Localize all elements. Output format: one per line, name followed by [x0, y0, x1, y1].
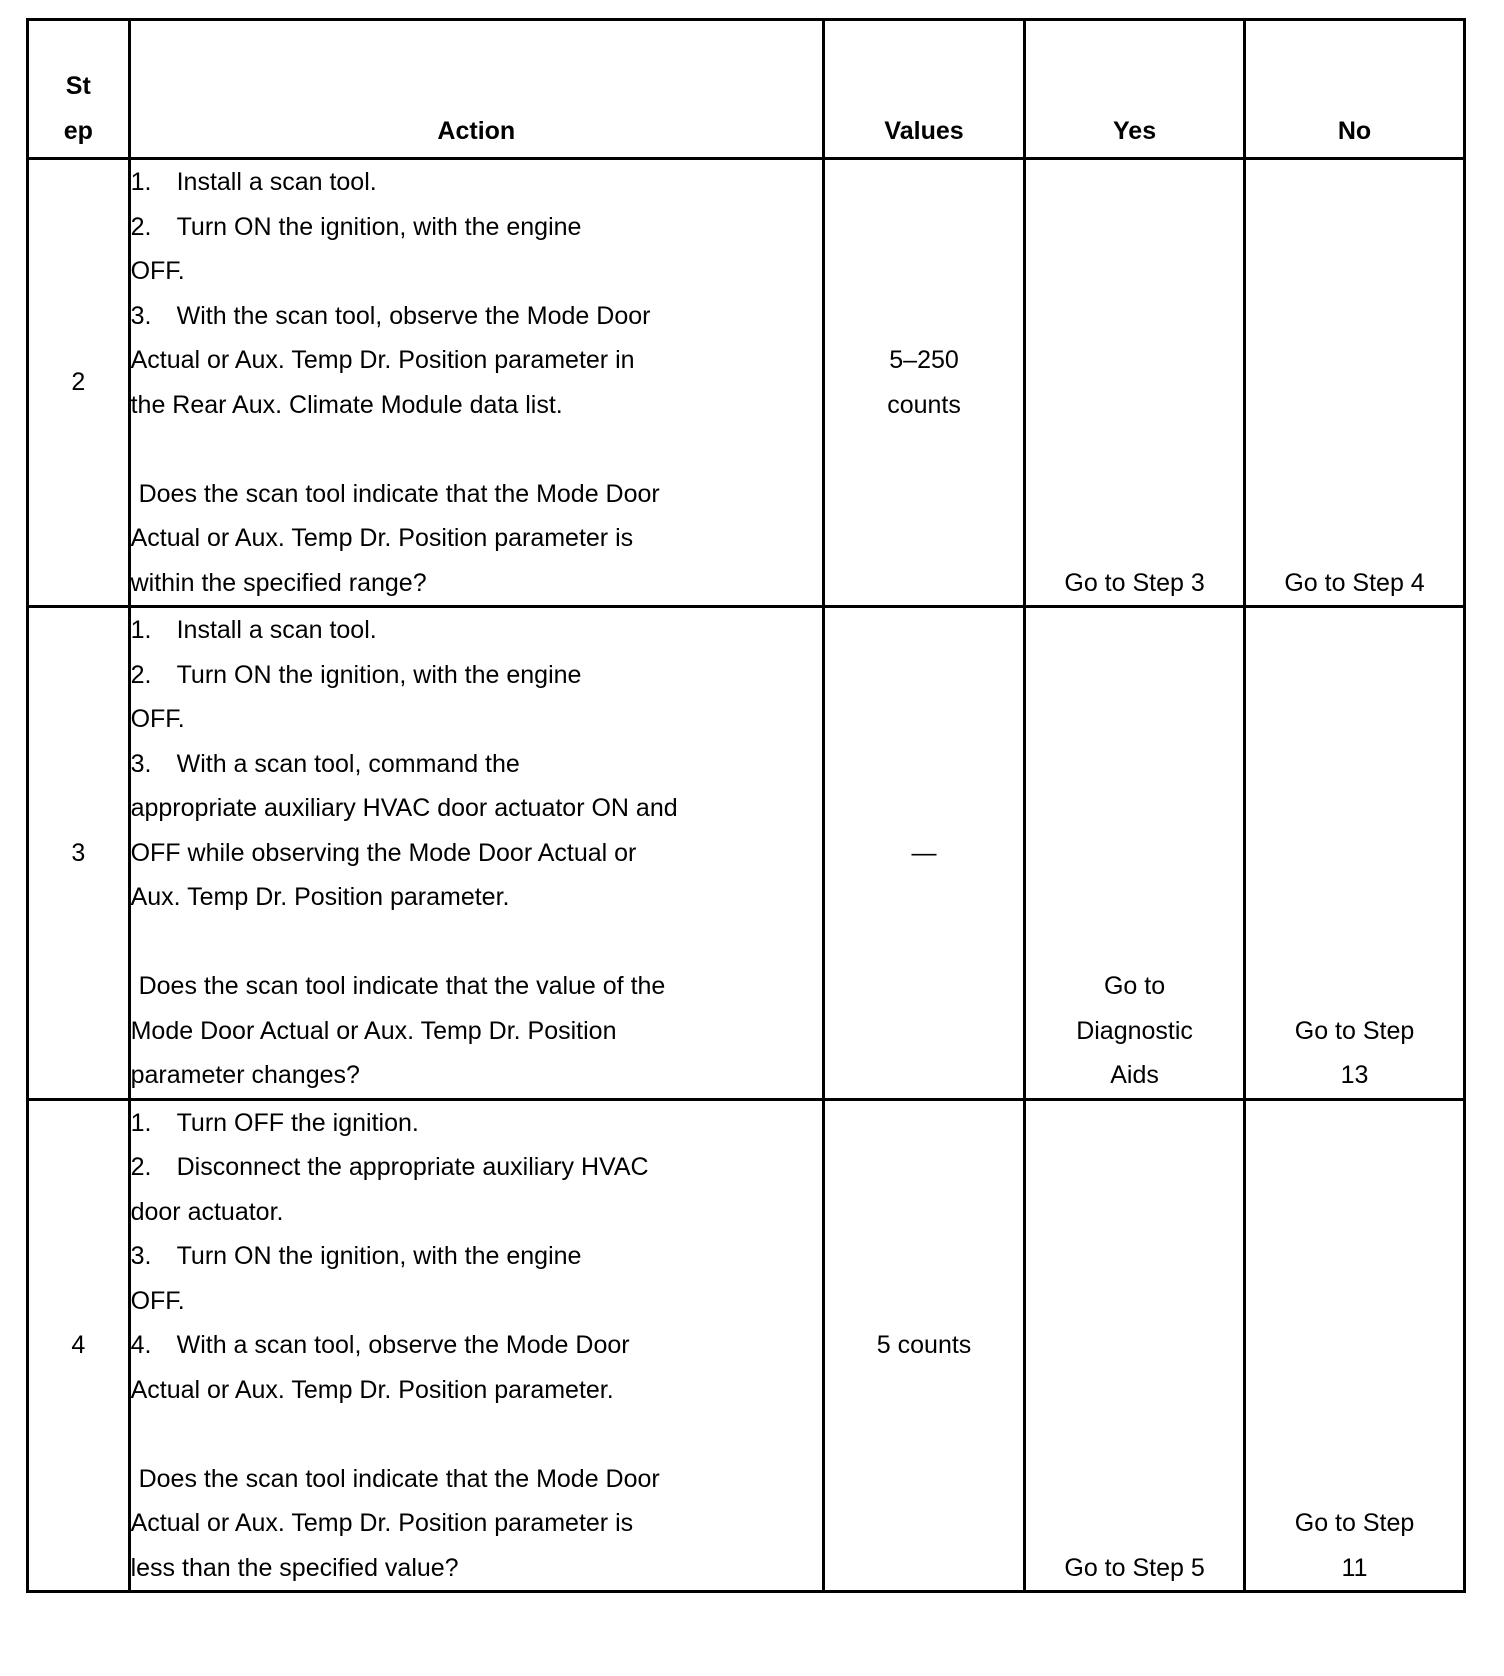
no-cell	[1245, 159, 1465, 607]
header-action: Action	[129, 20, 823, 159]
action-question: less than the specified value?	[130, 1553, 459, 1582]
yes-link: Aids	[1110, 1061, 1159, 1089]
no-cell	[1245, 1099, 1465, 1592]
yes-link: Go to Step 3	[1064, 568, 1205, 597]
action-line: the Rear Aux. Climate Module data list.	[130, 390, 563, 419]
action-line: OFF.	[130, 1286, 185, 1315]
action-line: 1. Turn OFF the ignition.	[130, 1108, 419, 1137]
header-no: No	[1245, 20, 1465, 159]
action-cell	[129, 1099, 823, 1592]
values-line: 5 counts	[876, 1331, 972, 1359]
action-question: parameter changes?	[130, 1061, 360, 1089]
action-line: 3. With the scan tool, observe the Mode Door	[130, 301, 651, 330]
no-link: Go to Step 4	[1284, 568, 1425, 597]
header-yes: Yes	[1025, 20, 1245, 159]
action-line: Actual or Aux. Temp Dr. Position parameter.	[130, 1375, 614, 1404]
action-line: OFF.	[130, 705, 185, 733]
action-line: appropriate auxiliary HVAC door actuator ON and	[130, 794, 678, 822]
table-row-step-4	[28, 1099, 1465, 1592]
action-question: Mode Door Actual or Aux. Temp Dr. Position	[130, 1016, 617, 1045]
action-cell	[129, 159, 823, 607]
action-line: 2. Turn ON the ignition, with the engine	[130, 660, 582, 689]
values-cell	[824, 607, 1025, 1100]
action-line: 2. Turn ON the ignition, with the engine	[130, 212, 582, 241]
action-line: 2. Disconnect the appropriate auxiliary HVAC	[130, 1153, 649, 1181]
action-cell	[129, 607, 823, 1100]
header-values: Values	[824, 20, 1025, 159]
diagnostic-table	[26, 18, 1466, 1593]
values-cell	[824, 1099, 1025, 1592]
yes-link: Diagnostic	[1076, 1016, 1193, 1045]
header-step-line2: ep	[63, 116, 93, 145]
action-line: OFF while observing the Mode Door Actual or	[130, 838, 637, 867]
step-number: 3	[28, 607, 130, 1100]
table-row-step-3	[28, 607, 1465, 1100]
values-line: counts	[887, 390, 961, 419]
no-cell	[1245, 607, 1465, 1100]
yes-cell	[1025, 607, 1245, 1100]
action-question: within the specified range?	[130, 568, 427, 597]
action-question: Actual or Aux. Temp Dr. Position parameter is	[130, 1509, 634, 1537]
header-step	[28, 20, 130, 159]
header-step-line1: St	[65, 72, 91, 100]
yes-link: Go to Step 5	[1064, 1553, 1205, 1582]
spacer	[131, 1412, 822, 1457]
action-question: Does the scan tool indicate that the Mode Door	[138, 479, 660, 508]
values-line: —	[911, 838, 937, 867]
header-row	[28, 20, 1465, 159]
action-question: Does the scan tool indicate that the Mode Door	[138, 1464, 660, 1493]
action-question: Does the scan tool indicate that the value of the	[138, 972, 666, 1000]
table-row-step-2	[28, 159, 1465, 607]
action-line: 1. Install a scan tool.	[130, 616, 377, 644]
action-line: Aux. Temp Dr. Position parameter.	[130, 883, 510, 911]
no-link: Go to Step	[1294, 1016, 1415, 1045]
no-link: 13	[1340, 1061, 1369, 1089]
values-cell	[824, 159, 1025, 607]
action-line: Actual or Aux. Temp Dr. Position parameter in	[130, 346, 635, 374]
yes-cell	[1025, 1099, 1245, 1592]
action-line: OFF.	[130, 257, 185, 285]
action-question: Actual or Aux. Temp Dr. Position parameter is	[130, 524, 634, 552]
action-line: 1. Install a scan tool.	[130, 168, 377, 196]
action-line: 3. Turn ON the ignition, with the engine	[130, 1242, 582, 1270]
no-link: Go to Step	[1294, 1509, 1415, 1537]
step-number: 2	[28, 159, 130, 607]
yes-cell	[1025, 159, 1245, 607]
spacer	[131, 920, 822, 965]
step-number: 4	[28, 1099, 130, 1592]
action-line: 4. With a scan tool, observe the Mode Door	[130, 1331, 630, 1359]
spacer	[131, 427, 822, 472]
action-line: 3. With a scan tool, command the	[130, 749, 520, 778]
yes-link: Go to	[1103, 972, 1166, 1000]
action-line: door actuator.	[130, 1197, 284, 1226]
no-link: 11	[1341, 1553, 1368, 1582]
values-line: 5–250	[889, 346, 959, 374]
